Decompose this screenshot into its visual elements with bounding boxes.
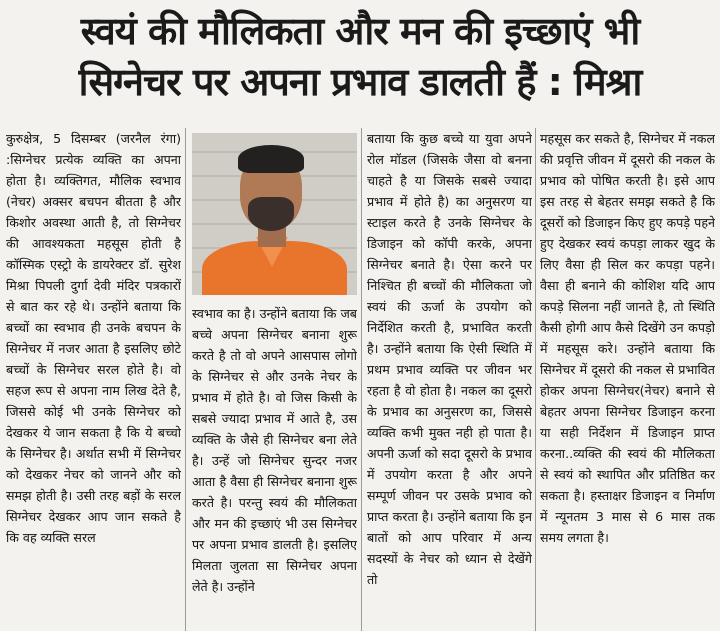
article-column-1 (6, 128, 181, 631)
column-2-text: स्वभाव का है। उन्होंने बताया कि जब बच्चे अपना सिग्नेचर बनाना शुरू करते है तो वो अपने आसपास लोगो के सिग्नेचर से और उनके नेचर के प्रभाव में होते है। वो जिस किसी के सबसे ज्यादा प्रभाव में आते है, उस व्यक्ति के जैसे ही सिग्नेचर बना लेते है। उन्हें जो सिग्नेचर सुन्दर नजर आता है वैसा ही सिग्नेचर बनाना शुरू करते है। परन्तु स्वयं की मौलिकता और मन की इच्छाएं भी उस सिग्नेचर पर अपना प्रभाव डालती है। इसलिए मिलता जुलता सा सिग्नेचर अपना लेते है। उन्होंने (192, 306, 357, 594)
article-column-3 (367, 128, 532, 631)
column-divider (185, 128, 186, 631)
headline-line-1: स्वयं की मौलिकता और मन की इच्छाएं भी (80, 9, 640, 53)
column-4-text: महसूस कर सकते है, सिग्नेचर में नकल की प्रवृत्ति जीवन में दूसरो की नकल के प्रभाव को पोषित करती है। इसे आप इस तरह से बेहतर समझ सकते है कि दूसरों को डिजाइन किए हुए कपड़े पहने हुए देखकर स्वयं कपड़ा लाकर खुद के लिए वैसा ही सिल कर कपड़ा पहने। वैसा ही बनाने की कोशिश यदि आप कपड़े सिलना नहीं जानते है, तो स्थिति कैसी होगी आप कैसे दिखेंगे उन कपड़ो में महसूस करे। उन्होंने बताया कि सिग्नेचर में दूसरो की नकल से प्रभावित होकर अपना सिग्नेचर(नेचर) बनाने से बेहतर अपना सिग्नेचर डिजाइन करना या सही निर्देशन में डिजाइन प्राप्त करना..व्यक्ति की स्वयं की मौलिकता से स्वयं को स्थापित और प्रतिष्ठित कर सकता है। हस्ताक्षर डिजाइन व निर्माण में न्यूनतम 3 मास से 6 मास तक समय लगता है। (540, 131, 715, 545)
headline (0, 0, 720, 112)
column-3-text: बताया कि कुछ बच्चे या युवा अपने रोल मॉडल (जिसके जैसा वो बनना चाहते है या जिसके सबसे ज्यादा प्रभाव में होते है) का अनुसरण या स्टाइल करते है उनके सिग्नेचर के डिजाइन को कॉपी करके, अपना सिग्नेचर बनाते है। ऐसा करने पर निश्चित ही बच्चों की मौलिकता जो स्वयं की ऊर्जा के उपयोग को निर्देशित करती है, प्रभावित करती है। उन्होंने बताया कि ऐसी स्थिति में प्रथम प्रभाव व्यक्ति पर जीवन भर रहता है वो होता है। नकल का दूसरो के प्रभाव का अनुसरण का, जिससे व्यक्ति कभी मुक्त नही हो पाता है। अपनी ऊर्जा को सदा दूसरो के प्रभाव में उपयोग करता है और अपने सम्पूर्ण जीवन पर उसके प्रभाव को प्राप्त करता है। उन्होंने बताया कि इन बातों को आप परिवार में अन्य सदस्यों के नेचर को ध्यान से देखेंगे तो (367, 131, 532, 587)
portrait-photo (192, 133, 357, 295)
headline-line-2: सिग्नेचर पर अपना प्रभाव डालती हैं : मिश्रा (78, 60, 642, 104)
photo-hair (238, 145, 304, 173)
article-body (0, 128, 720, 631)
column-1-text: कुरुक्षेत्र, 5 दिसम्बर (जरनैल रंगा) :सिग्नेचर प्रत्येक व्यक्ति का अपना होता है। व्यक्तिगत, मौलिक स्वभाव (नेचर) अक्सर बचपन बीतता है और किशोर अवस्था आती है, तो सिग्नेचर की आवश्यकता महसूस होती है कॉस्मिक एस्ट्रो के डायरेक्टर डॉ. सुरेश मिश्रा पिपली दुर्गा देवी मंदिर पत्रकारों से बात कर रहे थे। उन्होंने बताया कि बच्चों का स्वभाव ही उनके बचपन के सिग्नेचर में नजर आता है इसलिए छोटे बच्चों के सिग्नेचर सरल होते है। वो सहज रूप से अपना नाम लिख देते है, जिससे कोई भी उनके सिग्नेचर को देखकर ये जान सकता है कि ये बच्चो के सिग्नेचर है। अर्थात सभी में सिग्नेचर को देखकर नेचर को जानने और को समझ होती है। उसी तरह बड़ों के सरल सिग्नेचर देखकर आप जान सकते है कि वह व्यक्ति सरल (6, 131, 181, 545)
article-column-4 (540, 128, 715, 631)
column-divider (535, 128, 536, 631)
photo-beard (248, 197, 294, 231)
article-column-2 (192, 303, 357, 631)
column-divider (361, 128, 362, 631)
